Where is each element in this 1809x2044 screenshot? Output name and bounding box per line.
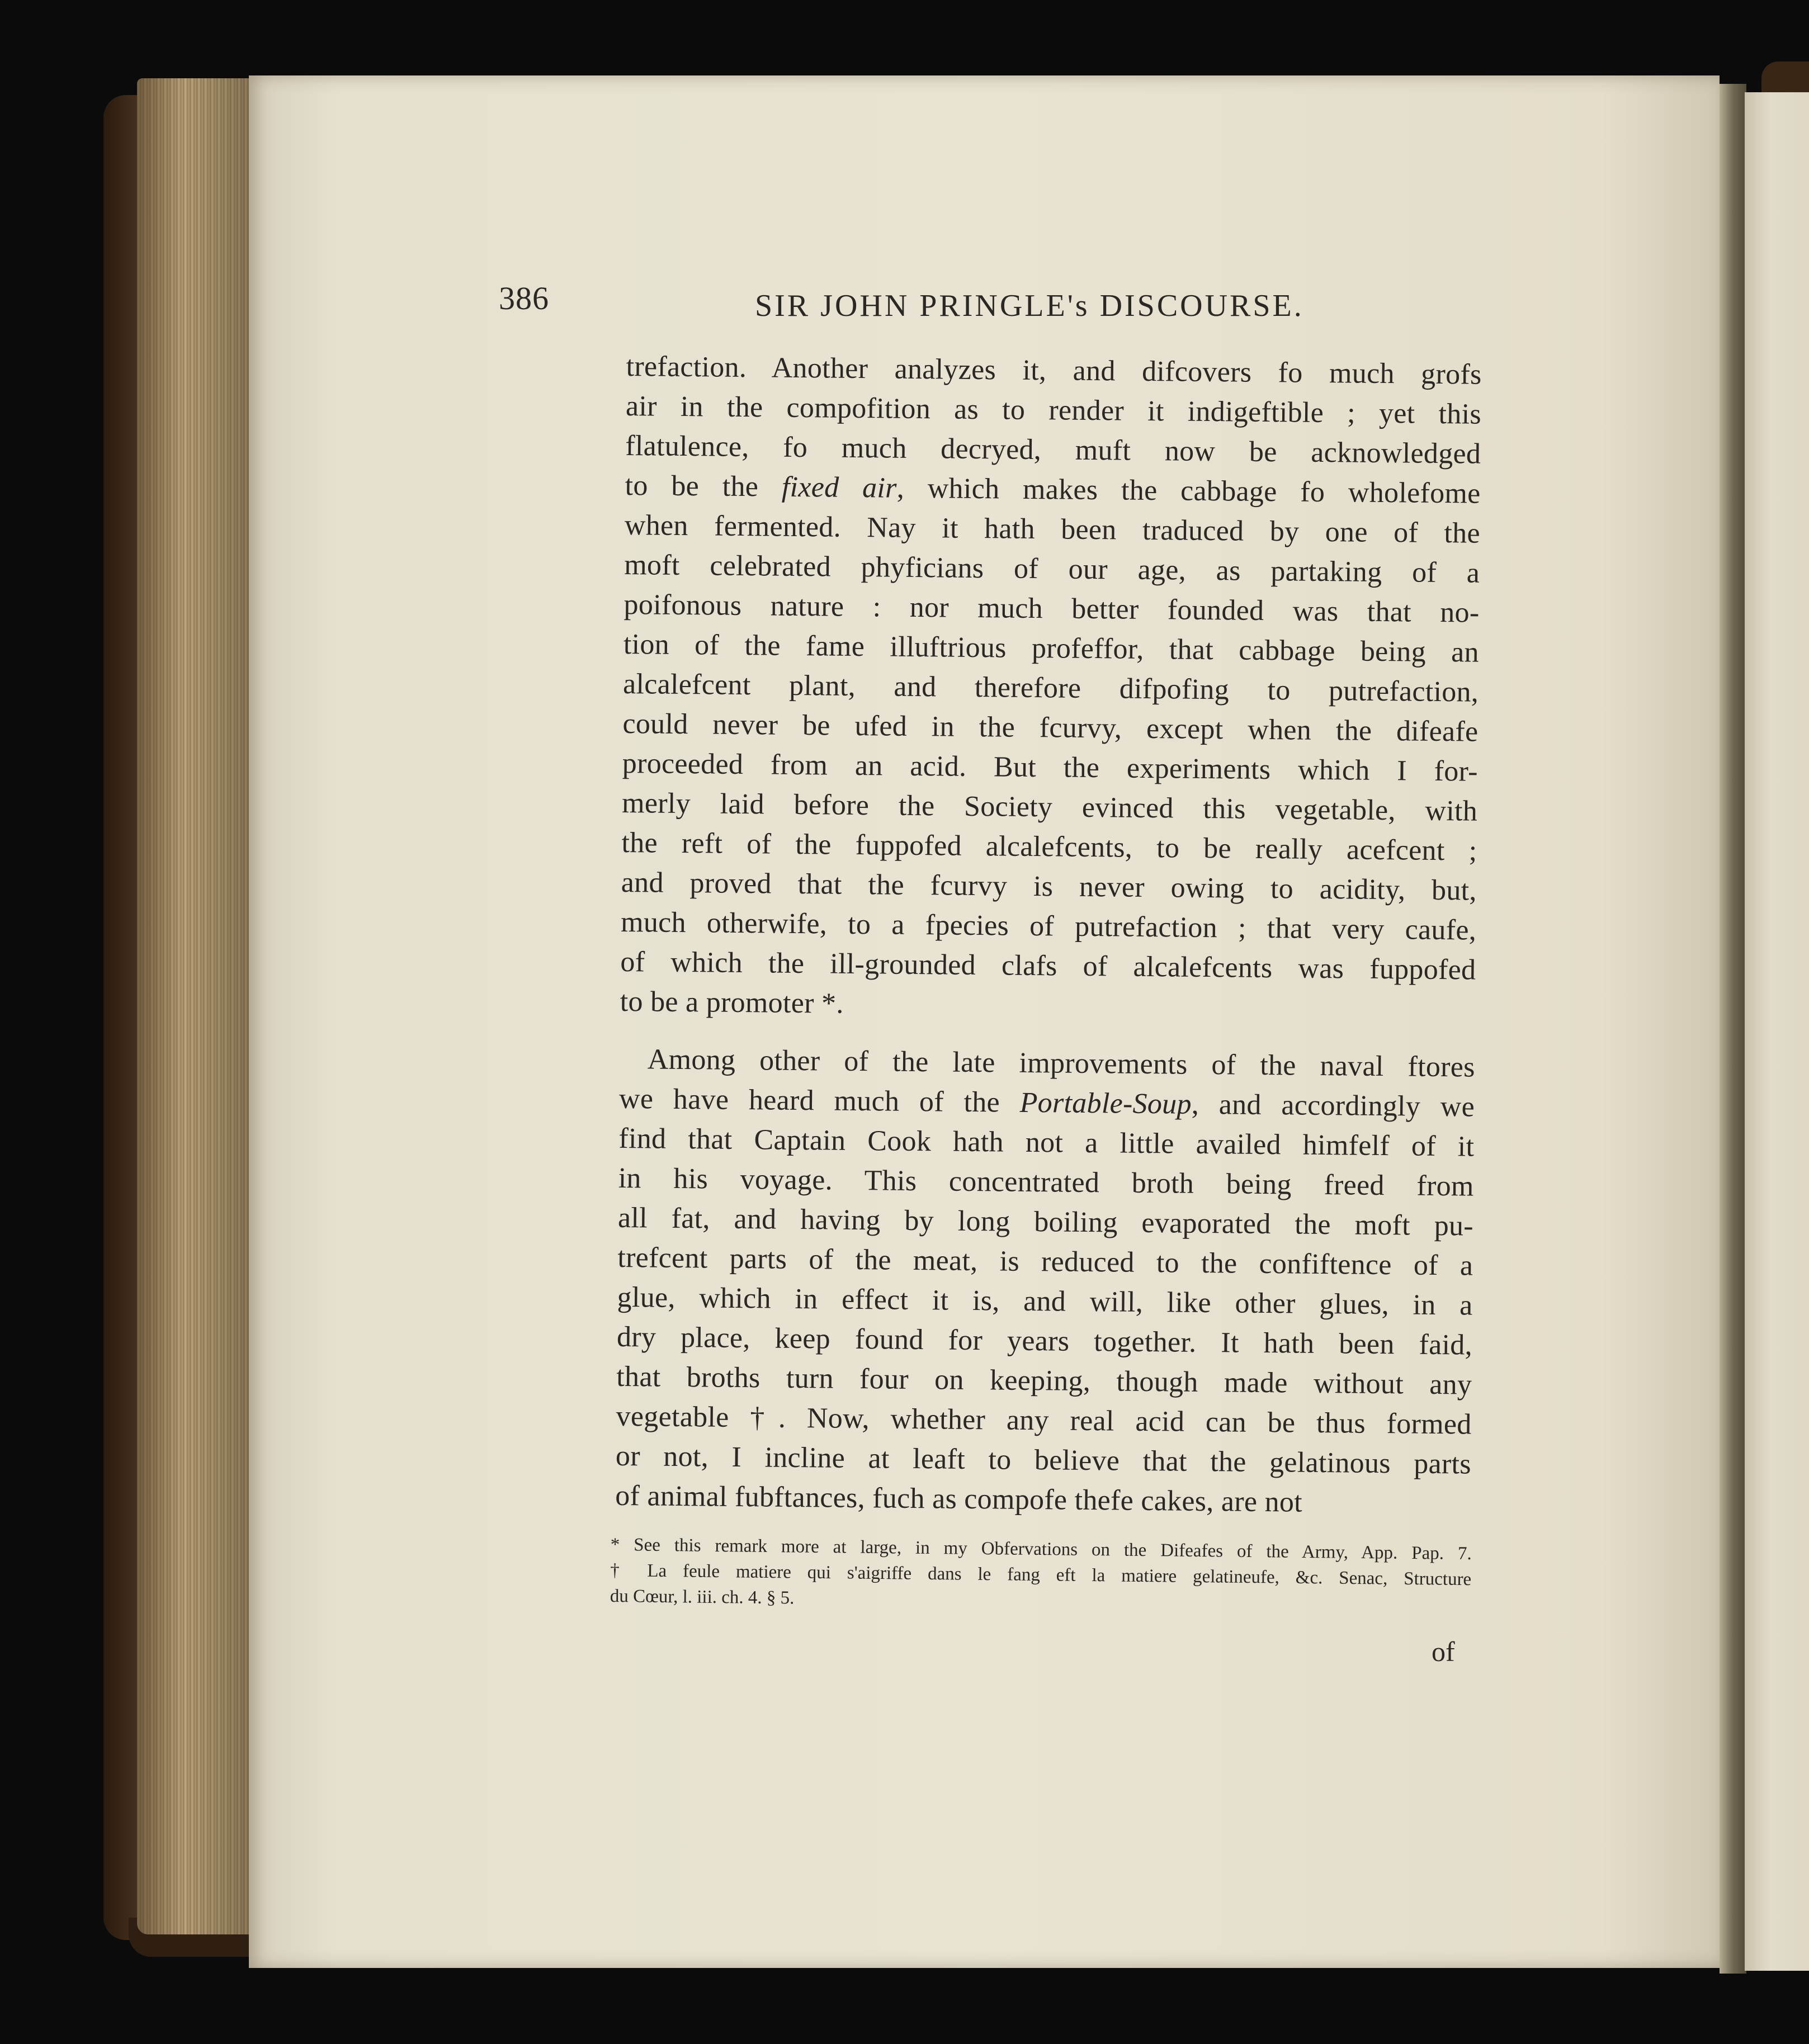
footnotes: [610, 1532, 1472, 1618]
text-line: all fat, and having by long boiling evaporated the moft pu-: [617, 1201, 1474, 1242]
text-line: air in the compofition as to render it indigeftible ; yet this: [625, 390, 1482, 430]
text-line: trefcent parts of the meat, is reduced to the confiftence of a: [617, 1241, 1473, 1282]
gutter: [1720, 84, 1746, 1974]
italic-phrase: Portable-Soup: [1019, 1086, 1192, 1120]
text-line: moft celebrated phyficians of our age, as partaking of a: [624, 548, 1480, 589]
paragraph-1: [620, 347, 1482, 1030]
text-line: when fermented. Nay it hath been traduced by one of the: [624, 509, 1481, 550]
text-line: that broths turn four on keeping, though made without any: [616, 1360, 1472, 1401]
text-line: Among other of the late improvements of the naval ftores: [647, 1043, 1475, 1083]
footnote-2-continued: du Cœur, l. iii. ch. 4. § 5.: [610, 1586, 795, 1608]
italic-phrase: fixed air: [781, 471, 898, 504]
text-line: flatulence, fo much decryed, muft now be acknowledged: [625, 429, 1481, 470]
text-line: could never be ufed in the fcurvy, except when the difeafe: [622, 707, 1479, 748]
text-line: vegetable †. Now, whether any real acid can be thus formed: [616, 1400, 1472, 1441]
text-line: to be a promoter *.: [620, 985, 844, 1020]
text-line: find that Captain Cook hath not a little availed himfelf of it: [618, 1122, 1475, 1163]
text-line: proceeded from an acid. But the experiments which I for-: [622, 747, 1479, 788]
catchword: of: [1432, 1636, 1455, 1667]
facing-page-edge: [1745, 92, 1809, 1971]
text-line: the reft of the fuppofed alcalefcents, to be really acefcent ;: [621, 826, 1477, 867]
text-line: alcalefcent plant, and therefore difpofing to putrefaction,: [622, 668, 1479, 708]
footnote-1: * See this remark more at large, in my Obfervations on the Difeafes of the Army, App. Pap. 7.: [610, 1534, 1472, 1564]
text-line: we have heard much of the Portable-Soup, and accordingly we: [618, 1082, 1475, 1123]
text-line: much otherwife, to a fpecies of putrefaction ; that very caufe,: [620, 906, 1477, 947]
page-edges-shadow: [137, 78, 254, 1934]
text-line: poifonous nature : nor much better founded was that no-: [624, 588, 1480, 629]
footnote-2: † La feule matiere qui s'aigriffe dans le fang eft la matiere gelatineufe, &c. Senac, Structure: [610, 1560, 1472, 1590]
text-line: of which the ill-grounded clafs of alcalefcents was fuppofed: [620, 945, 1476, 986]
text-line: trefaction. Another analyzes it, and difcovers fo much grofs: [626, 350, 1482, 391]
text-line: tion of the fame illuftrious profeffor, that cabbage being an: [623, 628, 1480, 669]
running-head: SIR JOHN PRINGLE's DISCOURSE.: [755, 288, 1304, 323]
text-line: in his voyage. This concentrated broth being freed from: [618, 1162, 1474, 1203]
text-line: glue, which in effect it is, and will, like other glues, in a: [617, 1281, 1473, 1322]
text-line: and proved that the fcurvy is never owing to acidity, but,: [621, 866, 1477, 907]
body-text: [615, 347, 1482, 1524]
paragraph-2: [615, 1039, 1475, 1524]
page-number: 386: [499, 280, 549, 316]
text-line: to be the fixed air, which makes the cabbage fo wholefome: [625, 469, 1481, 510]
text-line: merly laid before the Society evinced this vegetable, with: [621, 787, 1478, 827]
text-line: of animal fubftances, fuch as compofe thefe cakes, are not: [615, 1479, 1303, 1518]
text-line: dry place, keep found for years together. It hath been faid,: [616, 1321, 1473, 1361]
text-line: or not, I incline at leaft to believe that the gelatinous parts: [615, 1440, 1472, 1480]
